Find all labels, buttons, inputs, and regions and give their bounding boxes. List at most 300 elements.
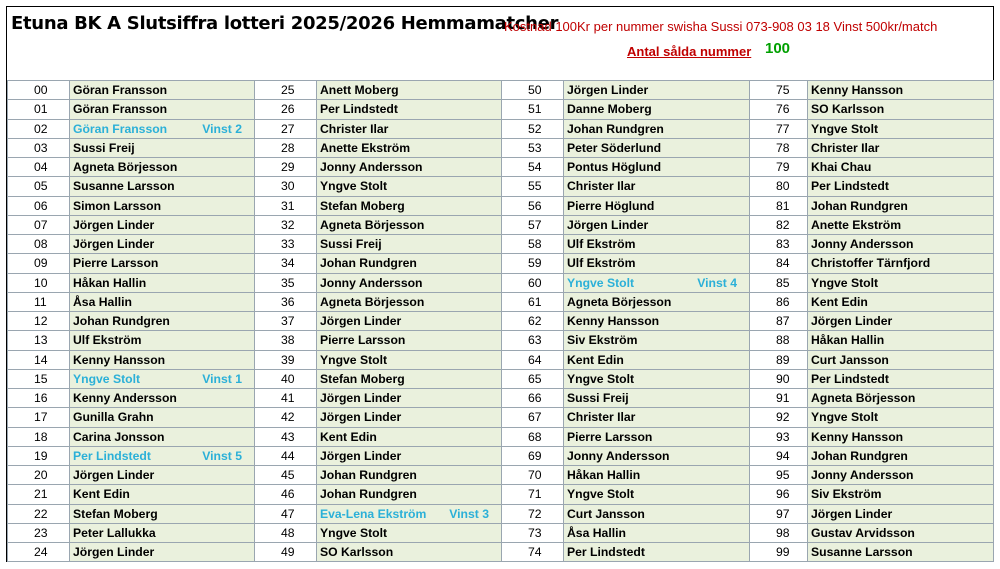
owner-name: Johan Rundgren (811, 448, 908, 463)
owner-name-cell (808, 273, 994, 292)
owner-name: Kent Edin (73, 487, 130, 502)
lottery-number: 67 (502, 408, 564, 427)
owner-name-cell (564, 196, 750, 215)
lottery-number: 66 (502, 389, 564, 408)
owner-name-cell (808, 446, 994, 465)
owner-name: Jörgen Linder (567, 83, 649, 98)
owner-name: SO Karlsson (811, 102, 885, 117)
lottery-number: 97 (750, 504, 808, 523)
table-row (8, 485, 994, 504)
owner-name-cell (317, 427, 502, 446)
lottery-number: 31 (255, 196, 317, 215)
prize-label: Vinst 4 (697, 275, 737, 290)
lottery-number: 52 (502, 119, 564, 138)
owner-name: Christer Ilar (567, 179, 636, 194)
owner-name-cell (564, 158, 750, 177)
table-row (8, 158, 994, 177)
table-row (8, 100, 994, 119)
owner-name-cell (317, 369, 502, 388)
owner-name: Agneta Börjesson (811, 391, 916, 406)
owner-name-cell (317, 215, 502, 234)
owner-name: Kent Edin (320, 429, 377, 444)
lottery-number: 47 (255, 504, 317, 523)
owner-name: Ulf Ekström (567, 256, 636, 271)
lottery-number: 98 (750, 523, 808, 542)
owner-name-cell (564, 119, 750, 138)
table-row (8, 81, 994, 100)
lottery-number: 23 (8, 523, 70, 542)
owner-name-cell (808, 523, 994, 542)
lottery-number: 58 (502, 235, 564, 254)
lottery-number: 75 (750, 81, 808, 100)
lottery-number: 17 (8, 408, 70, 427)
owner-name-cell (70, 350, 255, 369)
owner-name-cell (808, 485, 994, 504)
winner-name-cell (70, 446, 255, 465)
owner-name-cell (808, 331, 994, 350)
owner-name-cell (70, 196, 255, 215)
owner-name-cell (808, 119, 994, 138)
lottery-number: 02 (8, 119, 70, 138)
owner-name: Jörgen Linder (320, 410, 402, 425)
owner-name-cell (564, 235, 750, 254)
lottery-number: 14 (8, 350, 70, 369)
prize-label: Vinst 3 (449, 506, 489, 521)
owner-name: Åsa Hallin (567, 525, 626, 540)
owner-name: Johan Rundgren (320, 256, 417, 271)
owner-name-cell (317, 523, 502, 542)
lottery-number: 74 (502, 543, 564, 562)
owner-name-cell (564, 177, 750, 196)
lottery-number: 76 (750, 100, 808, 119)
owner-name: Curt Jansson (567, 506, 645, 521)
owner-name-cell (808, 389, 994, 408)
owner-name: Kenny Hansson (811, 83, 904, 98)
owner-name: Carina Jonsson (73, 429, 165, 444)
owner-name: Kenny Andersson (73, 391, 177, 406)
lottery-number: 80 (750, 177, 808, 196)
lottery-number: 39 (255, 350, 317, 369)
owner-name: Pierre Höglund (567, 198, 655, 213)
lottery-number: 56 (502, 196, 564, 215)
owner-name-cell (317, 292, 502, 311)
owner-name: Christoffer Tärnfjord (811, 256, 931, 271)
lottery-number: 79 (750, 158, 808, 177)
owner-name: Yngve Stolt (567, 487, 635, 502)
lottery-number: 25 (255, 81, 317, 100)
owner-name-cell (564, 504, 750, 523)
owner-name-cell (564, 292, 750, 311)
owner-name: Johan Rundgren (811, 198, 908, 213)
lottery-number: 89 (750, 350, 808, 369)
lottery-number: 48 (255, 523, 317, 542)
owner-name: Håkan Hallin (73, 275, 147, 290)
cost-info: Kostnad 100Kr per nummer swisha Sussi 073-908 03 18 Vinst 500kr/match (504, 19, 938, 34)
owner-name: Anett Moberg (320, 83, 399, 98)
owner-name: Yngve Stolt (320, 525, 388, 540)
table-row (8, 543, 994, 562)
lottery-number: 30 (255, 177, 317, 196)
lottery-number: 45 (255, 466, 317, 485)
owner-name: Peter Lallukka (73, 525, 156, 540)
table-row (8, 446, 994, 465)
table-row (8, 177, 994, 196)
table-row (8, 331, 994, 350)
owner-name: Ulf Ekström (73, 333, 142, 348)
owner-name-cell (317, 543, 502, 562)
lottery-number: 54 (502, 158, 564, 177)
owner-name: Yngve Stolt (320, 352, 388, 367)
lottery-number: 68 (502, 427, 564, 446)
owner-name: Gustav Arvidsson (811, 525, 915, 540)
owner-name: Johan Rundgren (320, 487, 417, 502)
lottery-number: 06 (8, 196, 70, 215)
owner-name-cell (564, 369, 750, 388)
owner-name: Stefan Moberg (320, 198, 405, 213)
owner-name: Sussi Freij (73, 140, 135, 155)
owner-name: Sussi Freij (320, 237, 382, 252)
lottery-number: 64 (502, 350, 564, 369)
lottery-number: 26 (255, 100, 317, 119)
owner-name-cell (808, 427, 994, 446)
prize-label: Vinst 5 (202, 448, 242, 463)
page-title: Etuna BK A Slutsiffra lotteri 2025/2026 Hemmamatcher (11, 13, 559, 34)
lottery-number: 81 (750, 196, 808, 215)
owner-name-cell (808, 215, 994, 234)
owner-name-cell (317, 254, 502, 273)
owner-name: Agneta Börjesson (320, 294, 425, 309)
lottery-number: 78 (750, 138, 808, 157)
lottery-number: 53 (502, 138, 564, 157)
owner-name: Jörgen Linder (811, 314, 893, 329)
owner-name: Anette Ekström (811, 217, 902, 232)
owner-name: Christer Ilar (811, 140, 880, 155)
lottery-number: 19 (8, 446, 70, 465)
lottery-number: 10 (8, 273, 70, 292)
lottery-number: 22 (8, 504, 70, 523)
lottery-number: 61 (502, 292, 564, 311)
owner-name: Agneta Börjesson (320, 217, 425, 232)
owner-name-cell (317, 177, 502, 196)
lottery-number: 16 (8, 389, 70, 408)
owner-name: Göran Fransson (73, 83, 168, 98)
owner-name: Per Lindstedt (811, 179, 889, 194)
table-row (8, 138, 994, 157)
owner-name-cell (70, 312, 255, 331)
lottery-number: 42 (255, 408, 317, 427)
owner-name: Danne Moberg (567, 102, 652, 117)
owner-name: Jörgen Linder (811, 506, 893, 521)
owner-name: Jörgen Linder (320, 391, 402, 406)
owner-name: Jörgen Linder (567, 217, 649, 232)
owner-name: Göran Fransson (73, 121, 168, 136)
lottery-number: 36 (255, 292, 317, 311)
lottery-number: 07 (8, 215, 70, 234)
lottery-number: 33 (255, 235, 317, 254)
owner-name-cell (70, 138, 255, 157)
owner-name: Yngve Stolt (567, 371, 635, 386)
owner-name: SO Karlsson (320, 545, 394, 560)
table-row (8, 504, 994, 523)
lottery-number: 00 (8, 81, 70, 100)
lottery-sheet (6, 6, 994, 562)
lottery-number: 93 (750, 427, 808, 446)
table-row (8, 235, 994, 254)
owner-name: Stefan Moberg (73, 506, 158, 521)
number-table (7, 80, 994, 562)
lottery-number: 13 (8, 331, 70, 350)
owner-name: Yngve Stolt (320, 179, 388, 194)
owner-name: Jonny Andersson (567, 448, 670, 463)
owner-name: Jonny Andersson (320, 275, 423, 290)
owner-name: Kent Edin (811, 294, 868, 309)
owner-name-cell (564, 427, 750, 446)
owner-name: Johan Rundgren (567, 121, 664, 136)
owner-name-cell (808, 292, 994, 311)
owner-name-cell (70, 100, 255, 119)
owner-name: Johan Rundgren (73, 314, 170, 329)
owner-name-cell (70, 215, 255, 234)
lottery-number: 71 (502, 485, 564, 504)
owner-name: Pierre Larsson (320, 333, 406, 348)
owner-name: Khai Chau (811, 160, 872, 175)
owner-name-cell (70, 523, 255, 542)
owner-name-cell (808, 138, 994, 157)
lottery-number: 83 (750, 235, 808, 254)
owner-name: Agneta Börjesson (73, 160, 178, 175)
owner-name: Johan Rundgren (320, 468, 417, 483)
owner-name-cell (317, 466, 502, 485)
owner-name-cell (808, 100, 994, 119)
lottery-number: 28 (255, 138, 317, 157)
lottery-number: 92 (750, 408, 808, 427)
owner-name-cell (70, 389, 255, 408)
owner-name-cell (564, 312, 750, 331)
owner-name-cell (564, 81, 750, 100)
owner-name-cell (564, 100, 750, 119)
lottery-number: 87 (750, 312, 808, 331)
owner-name-cell (317, 119, 502, 138)
owner-name-cell (808, 312, 994, 331)
owner-name: Yngve Stolt (811, 121, 879, 136)
lottery-number: 40 (255, 369, 317, 388)
owner-name-cell (808, 196, 994, 215)
lottery-number: 72 (502, 504, 564, 523)
lottery-number: 44 (255, 446, 317, 465)
winner-name-cell (564, 273, 750, 292)
sheet-header (7, 7, 993, 81)
lottery-number: 86 (750, 292, 808, 311)
owner-name: Jörgen Linder (73, 217, 155, 232)
owner-name-cell (564, 523, 750, 542)
lottery-number: 18 (8, 427, 70, 446)
owner-name-cell (317, 100, 502, 119)
owner-name: Christer Ilar (320, 121, 389, 136)
owner-name: Yngve Stolt (811, 410, 879, 425)
lottery-number: 62 (502, 312, 564, 331)
lottery-number: 27 (255, 119, 317, 138)
lottery-number: 12 (8, 312, 70, 331)
owner-name-cell (70, 254, 255, 273)
table-row (8, 466, 994, 485)
table-row (8, 312, 994, 331)
owner-name: Pierre Larsson (73, 256, 159, 271)
owner-name: Jörgen Linder (320, 448, 402, 463)
owner-name: Susanne Larsson (73, 179, 175, 194)
owner-name: Pontus Höglund (567, 160, 662, 175)
owner-name: Agneta Börjesson (567, 294, 672, 309)
owner-name-cell (564, 350, 750, 369)
lottery-number: 29 (255, 158, 317, 177)
lottery-number: 32 (255, 215, 317, 234)
owner-name-cell (564, 215, 750, 234)
owner-name: Per Lindstedt (320, 102, 398, 117)
lottery-number: 21 (8, 485, 70, 504)
owner-name-cell (808, 466, 994, 485)
owner-name-cell (317, 446, 502, 465)
table-row (8, 523, 994, 542)
lottery-number: 09 (8, 254, 70, 273)
winner-name-cell (317, 504, 502, 523)
sold-count-value: 100 (765, 40, 791, 57)
number-grid (7, 80, 993, 562)
prize-label: Vinst 2 (202, 121, 242, 136)
table-row (8, 427, 994, 446)
owner-name-cell (70, 273, 255, 292)
owner-name-cell (808, 235, 994, 254)
prize-label: Vinst 1 (202, 371, 242, 386)
owner-name-cell (317, 235, 502, 254)
owner-name-cell (70, 543, 255, 562)
owner-name-cell (317, 389, 502, 408)
owner-name-cell (70, 292, 255, 311)
owner-name-cell (564, 543, 750, 562)
owner-name-cell (317, 138, 502, 157)
number-table-body (8, 81, 994, 562)
table-row (8, 292, 994, 311)
owner-name-cell (70, 427, 255, 446)
owner-name: Siv Ekström (567, 333, 638, 348)
owner-name: Jörgen Linder (320, 314, 402, 329)
owner-name: Göran Fransson (73, 102, 168, 117)
owner-name: Jörgen Linder (73, 237, 155, 252)
owner-name-cell (317, 273, 502, 292)
lottery-number: 65 (502, 369, 564, 388)
lottery-number: 08 (8, 235, 70, 254)
owner-name-cell (70, 331, 255, 350)
owner-name: Sussi Freij (567, 391, 629, 406)
table-row (8, 369, 994, 388)
owner-name: Per Lindstedt (567, 545, 645, 560)
lottery-number: 88 (750, 331, 808, 350)
owner-name-cell (317, 158, 502, 177)
owner-name: Åsa Hallin (73, 294, 132, 309)
lottery-number: 38 (255, 331, 317, 350)
owner-name: Kent Edin (567, 352, 624, 367)
lottery-number: 70 (502, 466, 564, 485)
lottery-number: 95 (750, 466, 808, 485)
owner-name-cell (70, 408, 255, 427)
owner-name: Jonny Andersson (811, 237, 914, 252)
lottery-number: 05 (8, 177, 70, 196)
lottery-number: 50 (502, 81, 564, 100)
lottery-number: 91 (750, 389, 808, 408)
owner-name-cell (70, 235, 255, 254)
owner-name-cell (317, 350, 502, 369)
owner-name-cell (317, 312, 502, 331)
owner-name-cell (70, 485, 255, 504)
owner-name-cell (564, 389, 750, 408)
owner-name: Kenny Hansson (811, 429, 904, 444)
lottery-number: 96 (750, 485, 808, 504)
owner-name: Ulf Ekström (567, 237, 636, 252)
lottery-number: 24 (8, 543, 70, 562)
lottery-number: 01 (8, 100, 70, 119)
lottery-number: 41 (255, 389, 317, 408)
owner-name-cell (808, 369, 994, 388)
sold-count-label: Antal sålda nummer (627, 44, 752, 59)
owner-name-cell (808, 254, 994, 273)
table-row (8, 408, 994, 427)
lottery-number: 34 (255, 254, 317, 273)
owner-name: Kenny Hansson (567, 314, 660, 329)
winner-name-cell (70, 369, 255, 388)
owner-name: Yngve Stolt (811, 275, 879, 290)
lottery-number: 46 (255, 485, 317, 504)
owner-name: Gunilla Grahn (73, 410, 154, 425)
owner-name: Simon Larsson (73, 198, 162, 213)
owner-name-cell (808, 177, 994, 196)
lottery-number: 57 (502, 215, 564, 234)
lottery-number: 04 (8, 158, 70, 177)
owner-name-cell (317, 196, 502, 215)
owner-name: Jonny Andersson (320, 160, 423, 175)
owner-name-cell (808, 81, 994, 100)
lottery-number: 37 (255, 312, 317, 331)
owner-name-cell (70, 81, 255, 100)
owner-name-cell (317, 331, 502, 350)
table-row (8, 350, 994, 369)
lottery-number: 82 (750, 215, 808, 234)
owner-name-cell (564, 485, 750, 504)
lottery-number: 63 (502, 331, 564, 350)
owner-name: Håkan Hallin (567, 468, 641, 483)
lottery-number: 03 (8, 138, 70, 157)
table-row (8, 254, 994, 273)
owner-name: Siv Ekström (811, 487, 882, 502)
owner-name: Eva-Lena Ekström (320, 506, 427, 521)
owner-name: Jörgen Linder (73, 545, 155, 560)
owner-name: Jonny Andersson (811, 468, 914, 483)
owner-name: Stefan Moberg (320, 371, 405, 386)
lottery-number: 77 (750, 119, 808, 138)
table-row (8, 196, 994, 215)
owner-name-cell (808, 158, 994, 177)
table-row (8, 389, 994, 408)
lottery-number: 55 (502, 177, 564, 196)
lottery-number: 49 (255, 543, 317, 562)
owner-name-cell (564, 446, 750, 465)
lottery-number: 59 (502, 254, 564, 273)
lottery-number: 35 (255, 273, 317, 292)
owner-name: Per Lindstedt (811, 371, 889, 386)
owner-name: Pierre Larsson (567, 429, 653, 444)
owner-name-cell (70, 466, 255, 485)
owner-name: Håkan Hallin (811, 333, 885, 348)
owner-name-cell (564, 331, 750, 350)
owner-name: Kenny Hansson (73, 352, 166, 367)
table-row (8, 273, 994, 292)
